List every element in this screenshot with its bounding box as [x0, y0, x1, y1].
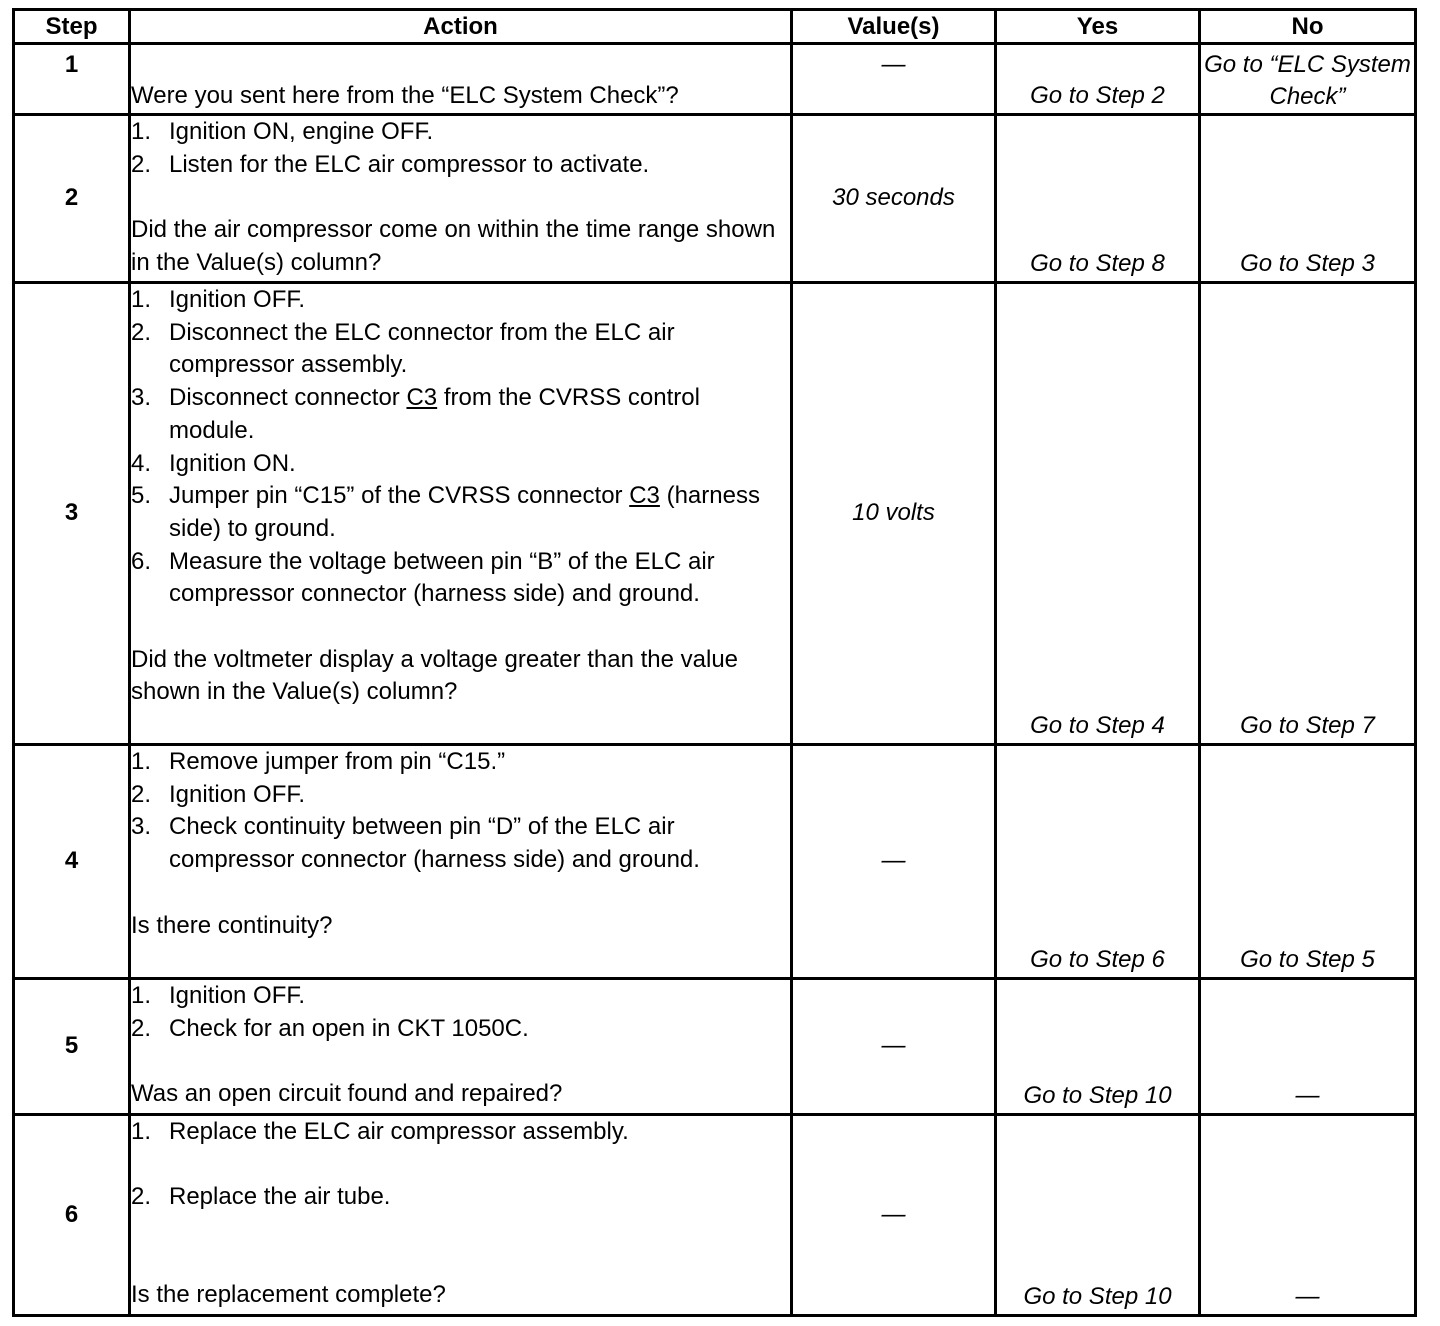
no-cell: —	[1200, 1115, 1416, 1316]
action-item	[131, 980, 790, 1013]
action-item	[131, 284, 790, 317]
item-text: Remove jumper from pin “C15.”	[169, 748, 506, 775]
connector-link[interactable]: C3	[406, 384, 438, 412]
item-number: 1.	[131, 748, 152, 775]
header-action: Action	[130, 10, 792, 44]
item-number: 2.	[131, 780, 152, 808]
action-question: Was an open circuit found and repaired?	[131, 1080, 563, 1108]
no-cell: —	[1200, 979, 1416, 1115]
action-item	[131, 1181, 790, 1214]
action-question: Is the replacement complete?	[131, 1281, 446, 1309]
item-text: Check continuity between pin “D” of the ELC air compressor connector (harness side) and ground.	[169, 813, 700, 874]
yes-cell: Go to Step 10	[996, 979, 1200, 1115]
header-yes: Yes	[996, 10, 1200, 44]
item-number: 1.	[131, 118, 152, 145]
item-text-pre: Jumper pin “C15” of the CVRSS connector	[169, 482, 630, 510]
action-question: Were you sent here from the “ELC System Check”?	[131, 82, 679, 110]
diagnostic-table	[12, 8, 1417, 1317]
spacer	[131, 1045, 790, 1078]
step-number: 5	[14, 979, 130, 1115]
item-number: 3.	[131, 813, 152, 841]
action-item	[131, 480, 790, 545]
item-text	[169, 382, 790, 447]
header-row	[14, 10, 1416, 44]
value-cell: —	[792, 1115, 996, 1316]
table-row-step-6	[14, 1115, 1416, 1316]
action-question: Did the air compressor come on within the time range shown in the Value(s) column?	[131, 216, 776, 276]
step-number: 2	[14, 115, 130, 283]
action-cell	[130, 283, 792, 745]
header-values: Value(s)	[792, 10, 996, 44]
action-question: Did the voltmeter display a voltage greater than the value shown in the Value(s) column?	[131, 645, 739, 706]
action-cell	[130, 1115, 792, 1316]
action-cell	[130, 115, 792, 283]
item-number: 1.	[131, 1118, 152, 1145]
spacer	[131, 877, 790, 910]
item-number: 2.	[131, 150, 152, 178]
item-text-pre: Disconnect connector	[169, 384, 407, 412]
action-item	[131, 149, 790, 182]
item-text: Disconnect the ELC connector from the ELC air compressor assembly.	[169, 318, 675, 379]
item-text: Ignition ON, engine OFF.	[169, 118, 434, 145]
item-text: Replace the ELC air compressor assembly.	[169, 1118, 629, 1145]
table-row-step-1	[14, 44, 1416, 115]
action-cell	[130, 745, 792, 979]
item-text: Ignition OFF.	[169, 286, 306, 313]
yes-cell: Go to Step 8	[996, 115, 1200, 283]
action-item	[131, 1116, 790, 1149]
item-number: 5.	[131, 482, 152, 510]
action-cell	[130, 979, 792, 1115]
item-text: Listen for the ELC air compressor to activate.	[169, 150, 650, 178]
yes-cell: Go to Step 2	[996, 44, 1200, 115]
action-question: Is there continuity?	[131, 911, 333, 939]
yes-cell: Go to Step 4	[996, 283, 1200, 745]
item-text	[169, 480, 790, 545]
item-number: 2.	[131, 318, 152, 346]
table-row-step-5	[14, 979, 1416, 1115]
table-row-step-4	[14, 745, 1416, 979]
item-number: 1.	[131, 286, 152, 313]
spacer	[131, 1214, 790, 1279]
spacer	[131, 611, 790, 644]
item-text: Ignition OFF.	[169, 780, 306, 808]
item-text: Replace the air tube.	[169, 1183, 391, 1211]
item-number: 3.	[131, 384, 152, 412]
value-cell: —	[792, 44, 996, 115]
action-item	[131, 811, 790, 876]
action-item	[131, 779, 790, 812]
item-text: Ignition ON.	[169, 449, 296, 477]
item-text-post: (harness side) to ground.	[169, 482, 760, 542]
item-text-post: from the CVRSS control module.	[169, 384, 700, 444]
step-number: 4	[14, 745, 130, 979]
diagnostic-page	[12, 8, 1417, 1317]
yes-cell: Go to Step 10	[996, 1115, 1200, 1316]
action-item	[131, 546, 790, 611]
action-item	[131, 317, 790, 382]
action-item	[131, 746, 790, 779]
action-item	[131, 116, 790, 149]
value-cell: —	[792, 979, 996, 1115]
item-number: 2.	[131, 1183, 152, 1211]
item-number: 1.	[131, 982, 152, 1009]
value-cell: —	[792, 745, 996, 979]
item-text: Ignition OFF.	[169, 982, 306, 1009]
yes-cell: Go to Step 6	[996, 745, 1200, 979]
spacer	[131, 1149, 790, 1182]
step-number: 1	[14, 44, 130, 115]
no-cell: Go to Step 3	[1200, 115, 1416, 283]
step-number: 3	[14, 283, 130, 745]
value-cell: 30 seconds	[792, 115, 996, 283]
action-item	[131, 1013, 790, 1046]
no-cell: Go to Step 5	[1200, 745, 1416, 979]
header-no: No	[1200, 10, 1416, 44]
connector-link[interactable]: C3	[629, 482, 660, 510]
item-text: Check for an open in CKT 1050C.	[169, 1014, 529, 1042]
action-item	[131, 382, 790, 447]
item-number: 4.	[131, 449, 152, 477]
table-row-step-3	[14, 283, 1416, 745]
no-cell: Go to Step 7	[1200, 283, 1416, 745]
spacer	[131, 181, 790, 214]
item-number: 6.	[131, 547, 152, 575]
header-step: Step	[14, 10, 130, 44]
value-cell: 10 volts	[792, 283, 996, 745]
action-cell	[130, 44, 792, 115]
item-text: Measure the voltage between pin “B” of the ELC air compressor connector (harness side) and ground.	[169, 547, 715, 608]
table-row-step-2	[14, 115, 1416, 283]
step-number: 6	[14, 1115, 130, 1316]
no-cell: Go to “ELC System Check”	[1200, 44, 1416, 115]
item-number: 2.	[131, 1014, 152, 1042]
action-item	[131, 448, 790, 481]
